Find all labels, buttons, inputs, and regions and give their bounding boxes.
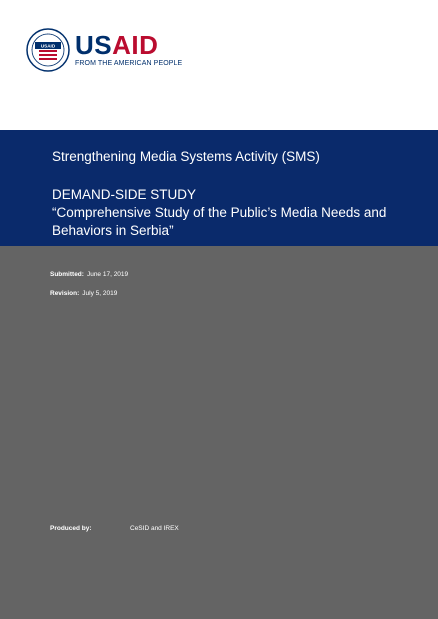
title-band <box>0 130 438 246</box>
submitted-value: June 17, 2019 <box>86 271 129 278</box>
usaid-name-prefix: US <box>75 30 113 60</box>
details-area <box>0 246 438 619</box>
study-type: DEMAND-SIDE STUDY <box>52 187 197 202</box>
usaid-name <box>75 32 182 58</box>
revision-row <box>50 290 117 298</box>
submitted-row <box>50 271 128 279</box>
usaid-name-suffix: AID <box>112 30 159 60</box>
revision-label: Revision: <box>50 290 80 297</box>
revision-value: July 5, 2019 <box>82 290 118 297</box>
submitted-label: Submitted: <box>50 271 84 278</box>
usaid-wordmark <box>75 32 182 68</box>
study-title: “Comprehensive Study of the Public’s Media Needs and Behaviors in Serbia” <box>52 205 387 238</box>
produced-by-label: Produced by: <box>50 525 92 532</box>
usaid-seal-icon <box>26 28 70 72</box>
activity-title: Strengthening Media Systems Activity (SMS) <box>52 149 320 164</box>
svg-text:USAID: USAID <box>40 43 56 49</box>
produced-by-value: CeSID and IREX <box>130 525 179 532</box>
usaid-tagline: FROM THE AMERICAN PEOPLE <box>75 60 183 67</box>
logo-header <box>0 0 438 130</box>
